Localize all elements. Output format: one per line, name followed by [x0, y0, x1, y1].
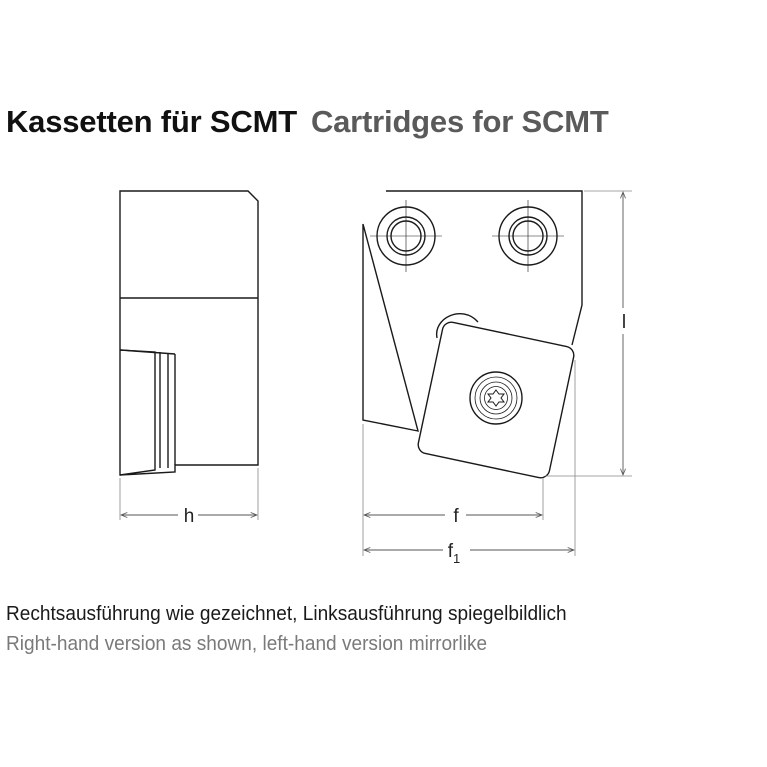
side-view-insert-seat: [120, 350, 155, 475]
dimension-h: [120, 468, 258, 527]
dimension-f1-label: $f_1$: [447, 541, 461, 566]
scmt-insert: [417, 321, 576, 480]
note-english: Right-hand version as shown, left-hand version mirrorlike: [6, 632, 488, 655]
dimension-h-label: h: [183, 506, 195, 527]
title-english: Cartridges for SCMT: [310, 104, 609, 139]
side-view-outline: [120, 191, 258, 475]
mounting-screw-hole-right: [492, 200, 564, 272]
front-view: [363, 191, 582, 479]
dimension-f-label: f: [453, 506, 459, 527]
mounting-screw-hole-left: [370, 200, 442, 272]
side-view: [120, 191, 258, 475]
title-german: Kassetten für SCMT: [6, 104, 297, 139]
dimension-l-label: l: [621, 312, 627, 333]
note-german: Rechtsausführung wie gezeichnet, Linksausführung spiegelbildlich: [6, 602, 567, 625]
